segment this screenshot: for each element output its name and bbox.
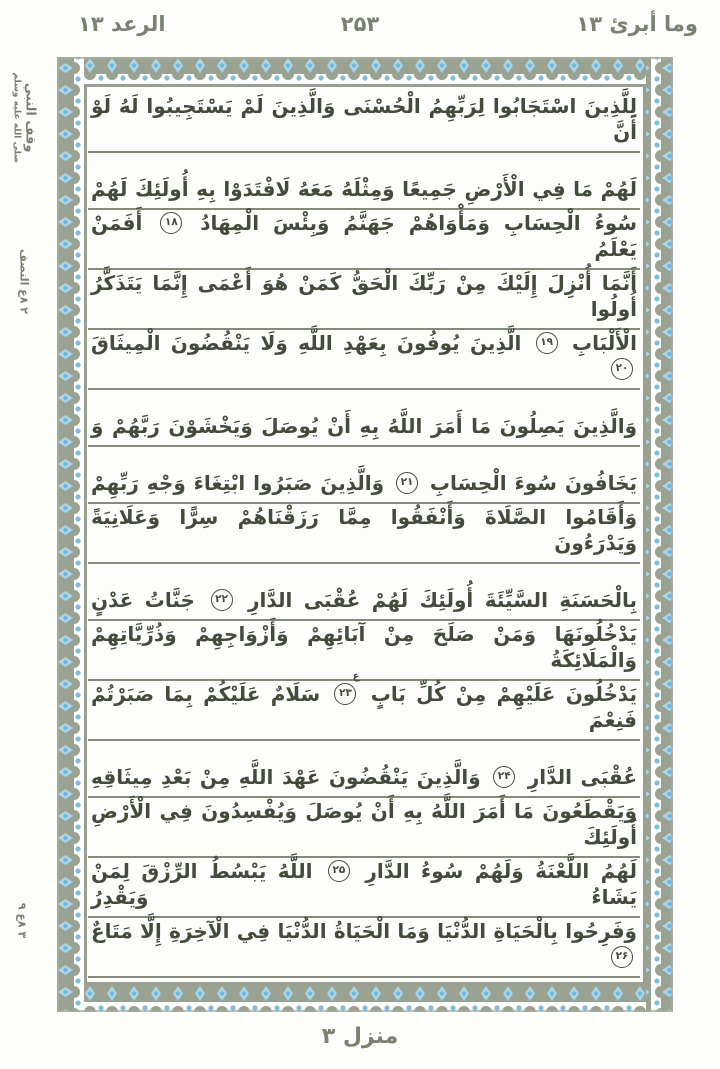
ayah-text: وَالَّذِينَ يَصِلُونَ مَا أَمَرَ اللَّهُ بِهِ أَنْ يُوصَلَ وَيَخْشَوْنَ رَبَّهُمْ وَ	[91, 414, 637, 438]
ayah-text: لِلَّذِينَ اسْتَجَابُوا لِرَبِّهِمُ الْحُسْنَى وَالَّذِينَ لَمْ يَسْتَجِيبُوا لَهُ لَوْ أَنَّ	[91, 94, 637, 144]
verse-number-badge: ۱۸	[160, 212, 182, 234]
ayah-text: لَهُمْ مَا فِي الْأَرْضِ جَمِيعًا وَمِثْلَهُ مَعَهُ لَافْتَدَوْا بِهِ أُولَئِكَ لَهُمْ	[91, 177, 637, 201]
mushaf-line	[88, 798, 640, 858]
mushaf-line-text	[88, 621, 640, 679]
waqf-note-line2: صلى الله عليه وسلم	[11, 72, 22, 163]
mushaf-line	[88, 621, 640, 681]
mushaf-line-text	[88, 918, 640, 976]
verse-number-badge: ۲۵	[328, 860, 350, 882]
waqf-note-line1: وقف النبي	[22, 82, 38, 153]
mushaf-line	[88, 447, 640, 504]
margin-note-ruku: ۳ ۸ع ۹	[15, 902, 29, 939]
mushaf-line	[88, 330, 640, 390]
ruku-mark: ع	[352, 670, 360, 682]
manzil-label: منزل ۳	[321, 1024, 399, 1049]
margin-note-nisf: ۲ ۸ع النصف	[17, 249, 31, 314]
mushaf-text-area	[88, 93, 640, 978]
verse-number-badge: ۲۴	[493, 766, 515, 788]
mushaf-line	[88, 153, 640, 210]
ayah-text: وَيَقْطَعُونَ مَا أَمَرَ اللَّهُ بِهِ أَنْ يُوصَلَ وَيُفْسِدُونَ فِي الْأَرْضِ أُولَئِكَ	[91, 799, 637, 849]
verse-number-badge: ۲۶	[611, 946, 633, 968]
mushaf-line	[88, 390, 640, 447]
verse-number-badge: ۲۰	[611, 358, 633, 380]
ayah-text: يَخَافُونَ سُوءَ الْحِسَابِ	[429, 471, 638, 495]
mushaf-line-text	[88, 176, 640, 208]
ayah-text: يَدْخُلُونَ عَلَيْهِمْ مِنْ كُلِّ بَابٍ	[370, 682, 637, 706]
ayah-text: لَهُمُ اللَّعْنَةُ وَلَهُمْ سُوءُ الدَّارِ	[365, 859, 638, 883]
mushaf-line	[88, 858, 640, 918]
mushaf-line-text	[88, 413, 640, 445]
mushaf-line	[88, 93, 640, 153]
ayah-text: بِالْحَسَنَةِ السَّيِّئَةَ أُولَئِكَ لَهُمْ عُقْبَى الدَّارِ	[248, 588, 638, 612]
mushaf-line	[88, 564, 640, 621]
mushaf-line-text	[88, 470, 640, 502]
mushaf-line-text	[88, 587, 640, 619]
mushaf-line-text	[88, 210, 640, 268]
ayah-text: سَلَامٌ عَلَيْكُمْ بِمَا صَبَرْتُمْ فَنِعْمَ	[91, 682, 637, 732]
mushaf-line-text	[88, 330, 640, 388]
ayah-text: اللَّهُ يَبْسُطُ الرِّزْقَ لِمَنْ يَشَاءُ وَيَقْدِرُ	[91, 859, 637, 909]
mushaf-line	[88, 210, 640, 270]
mushaf-line	[88, 670, 640, 741]
verse-number-badge: ۲۲	[211, 589, 233, 611]
ayah-text: وَفَرِحُوا بِالْحَيَاةِ الدُّنْيَا وَمَا الْحَيَاةُ الدُّنْيَا فِي الْآخِرَةِ إِلَّا مَتَاعٌ	[91, 919, 637, 943]
ayah-text: جَنَّاتُ عَدْنٍ	[91, 588, 195, 612]
mushaf-line-text	[88, 764, 640, 796]
mushaf-line-text	[88, 670, 640, 739]
ayah-text: الَّذِينَ يُوفُونَ بِعَهْدِ اللَّهِ وَلَا يَنْقُضُونَ الْمِيثَاقَ	[91, 331, 522, 355]
ayah-text: سُوءُ الْحِسَابِ وَمَأْوَاهُمْ جَهَنَّمُ وَبِئْسَ الْمِهَادُ	[200, 211, 638, 235]
ayah-text: أَنَّمَا أُنْزِلَ إِلَيْكَ مِنْ رَبِّكَ الْحَقُّ كَمَنْ هُوَ أَعْمَى إِنَّمَا يَتَذَكَّرُ أُولُوا	[91, 271, 637, 321]
mushaf-line	[88, 741, 640, 798]
mushaf-line	[88, 270, 640, 330]
ayah-text: وَالَّذِينَ صَبَرُوا ابْتِغَاءَ وَجْهِ رَبِّهِمْ	[91, 471, 385, 495]
juz-label: وما أبرئ ۱۳	[576, 12, 698, 36]
mushaf-line-text	[88, 798, 640, 856]
surah-label: الرعد ۱۳	[78, 12, 166, 36]
ayah-text: الْأَلْبَابِ	[571, 331, 637, 355]
ayah-text: عُقْبَى الدَّارِ	[527, 765, 637, 789]
mushaf-line-text	[88, 270, 640, 328]
verse-number-badge: ۱۹	[536, 332, 558, 354]
ayah-text: وَالَّذِينَ يَنْقُضُونَ عَهْدَ اللَّهِ مِنْ بَعْدِ مِيثَاقِهِ	[91, 765, 481, 789]
mushaf-line-text	[88, 504, 640, 562]
margin-note-waqf	[11, 58, 36, 178]
page-number: ۲۵۳	[340, 12, 380, 36]
mushaf-line	[88, 918, 640, 978]
mushaf-line-text	[88, 858, 640, 916]
ayah-text: وَأَقَامُوا الصَّلَاةَ وَأَنْفَقُوا مِمَّا رَزَقْنَاهُمْ سِرًّا وَعَلَانِيَةً وَيَدْرَءُونَ	[91, 505, 637, 555]
verse-number-badge: ۲۳ ع	[334, 683, 356, 705]
mushaf-line	[88, 504, 640, 564]
verse-number-badge: ۲۱	[396, 472, 418, 494]
ayah-text: يَدْخُلُونَهَا وَمَنْ صَلَحَ مِنْ آبَائِهِمْ وَأَزْوَاجِهِمْ وَذُرِّيَّاتِهِمْ وَالْمَلَائِكَةُ	[91, 622, 637, 672]
ayah-text: أَفَمَنْ يَعْلَمُ	[91, 211, 637, 261]
mushaf-line-text	[88, 93, 640, 151]
